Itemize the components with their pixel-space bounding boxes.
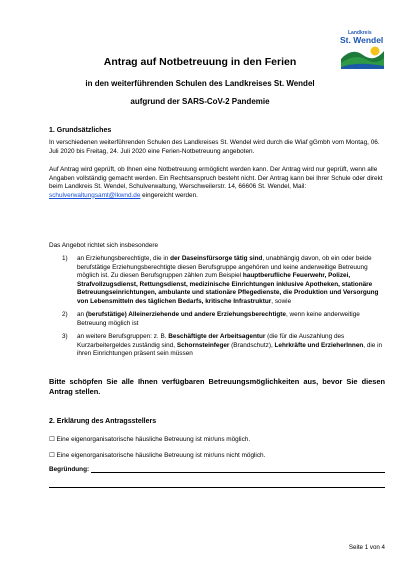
list-text: , die in ihren Einrichtungen präsent sein müssen bbox=[77, 341, 383, 357]
list-item-number: 2) bbox=[62, 311, 68, 318]
list-text-bold: der Daseinsfürsorge tätig sind bbox=[170, 255, 263, 262]
target-group-list bbox=[62, 255, 388, 364]
page-number: Seite 1 von 4 bbox=[348, 544, 385, 551]
svg-text:Landkreis: Landkreis bbox=[348, 30, 372, 36]
list-text: , sowie bbox=[271, 297, 292, 305]
list-item-number: 3) bbox=[62, 333, 68, 340]
reason-line[interactable] bbox=[91, 466, 385, 473]
paragraph-2-text-end: eingereicht werden. bbox=[140, 191, 198, 199]
list-text-bold: Beschäftigte der Arbeitsagentur bbox=[168, 333, 266, 340]
list-text-bold: Schornsteinfeger bbox=[176, 341, 230, 349]
warning-notice: Bitte schöpfen Sie alle Ihnen verfügbaren Betreuungsmöglichkeiten aus, bevor Sie diesen Antrag stellen. bbox=[49, 377, 385, 396]
section-2-heading: 2. Erklärung des Antragsstellers bbox=[49, 418, 157, 425]
option-care-not-possible[interactable]: ☐ Eine eigenorganisatorische häusliche Betreuung ist mir/uns nicht möglich. bbox=[49, 452, 266, 459]
list-text: , wenn keine anderweitige Betreuung möglich ist bbox=[77, 311, 360, 327]
list-item-number: 1) bbox=[62, 255, 68, 262]
section-1-heading: 1. Grundsätzliches bbox=[49, 127, 112, 134]
list-text: (Brandschutz), bbox=[229, 341, 275, 349]
list-text: an weitere Berufsgruppen: z. B. bbox=[77, 333, 169, 340]
document-subtitle-schools: in den weiterführenden Schulen des Landkreises St. Wendel bbox=[85, 79, 315, 88]
list-text-bold: Lehrkräfte und ErzieherInnen bbox=[274, 341, 364, 349]
svg-text:St. Wendel: St. Wendel bbox=[340, 35, 384, 45]
section-1-paragraph-3: Das Angebot richtet sich insbesondere bbox=[49, 242, 159, 249]
document-subtitle-pandemic: aufgrund der SARS-CoV-2 Pandemie bbox=[130, 97, 270, 106]
option-care-possible[interactable]: ☐ Eine eigenorganisatorische häusliche Betreuung ist mir/uns möglich. bbox=[49, 436, 251, 443]
list-item bbox=[62, 311, 388, 328]
paragraph-2-text: Auf Antrag wird geprüft, ob Ihnen eine Notbetreuung ermöglicht werden kann. Der Antrag wird nur geprüft, wenn alle Angaben vollständig gemacht werden. Ein Rechtsanspruch besteht nicht. Der Antrag kann bei Ihrer Schule oder direkt beim Landkreis St. Wendel, Schulverwaltung, Werschweilerstr. 14, 66606 St. Wendel, Mail: bbox=[49, 166, 383, 190]
list-item bbox=[62, 333, 388, 359]
reason-line-2[interactable] bbox=[49, 487, 385, 488]
list-text-bold: (berufstätige) Alleinerziehende und andere Erziehungsberechtigte bbox=[85, 311, 286, 318]
section-1-paragraph-2 bbox=[49, 166, 385, 200]
list-text: (die für die Auszahlung des Kurzarbeitergeldes zuständig sind, bbox=[77, 333, 345, 349]
list-item bbox=[62, 255, 388, 306]
list-text: , unabhängig davon, ob ein oder beide berufstätige Erziehungsberechtigte diesen Berufsgruppe angehören und keine anderweitige Betreuung möglich ist. Zu diesen Berufsgruppen zählen zum Beispiel bbox=[77, 255, 372, 279]
list-text-bold: hauptberufliche Feuerwehr, Polizei, Strafvollzugsdienst, Rettungsdienst, medizinische Einrichtungen inklusive Apotheken, stationäre Betreuungseinrichtungen, ambulante und stationäre Pflegedienste, die Produktion und Versorgung von Lebensmitteln des täglichen Bedarfs, kritische Infrastruktur bbox=[77, 272, 379, 305]
document-title: Antrag auf Notbetreuung in den Ferien bbox=[103, 56, 297, 68]
section-1-paragraph-1: In verschiedenen weiterführenden Schulen des Landkreises St. Wendel wird durch die Wiaf gGmbh vom Montag, 06. Juli 2020 bis Freitag, 24. Juli 2020 eine Ferien-Notbetreuung angeboten. bbox=[49, 139, 380, 155]
list-text: an bbox=[77, 311, 86, 318]
email-link[interactable]: schulverwaltungsamt@lkwnd.de bbox=[49, 191, 141, 199]
reason-label: Begründung: bbox=[49, 466, 90, 473]
reason-field[interactable] bbox=[49, 466, 385, 473]
list-text: an Erziehungsberechtigte, die in bbox=[77, 255, 171, 262]
